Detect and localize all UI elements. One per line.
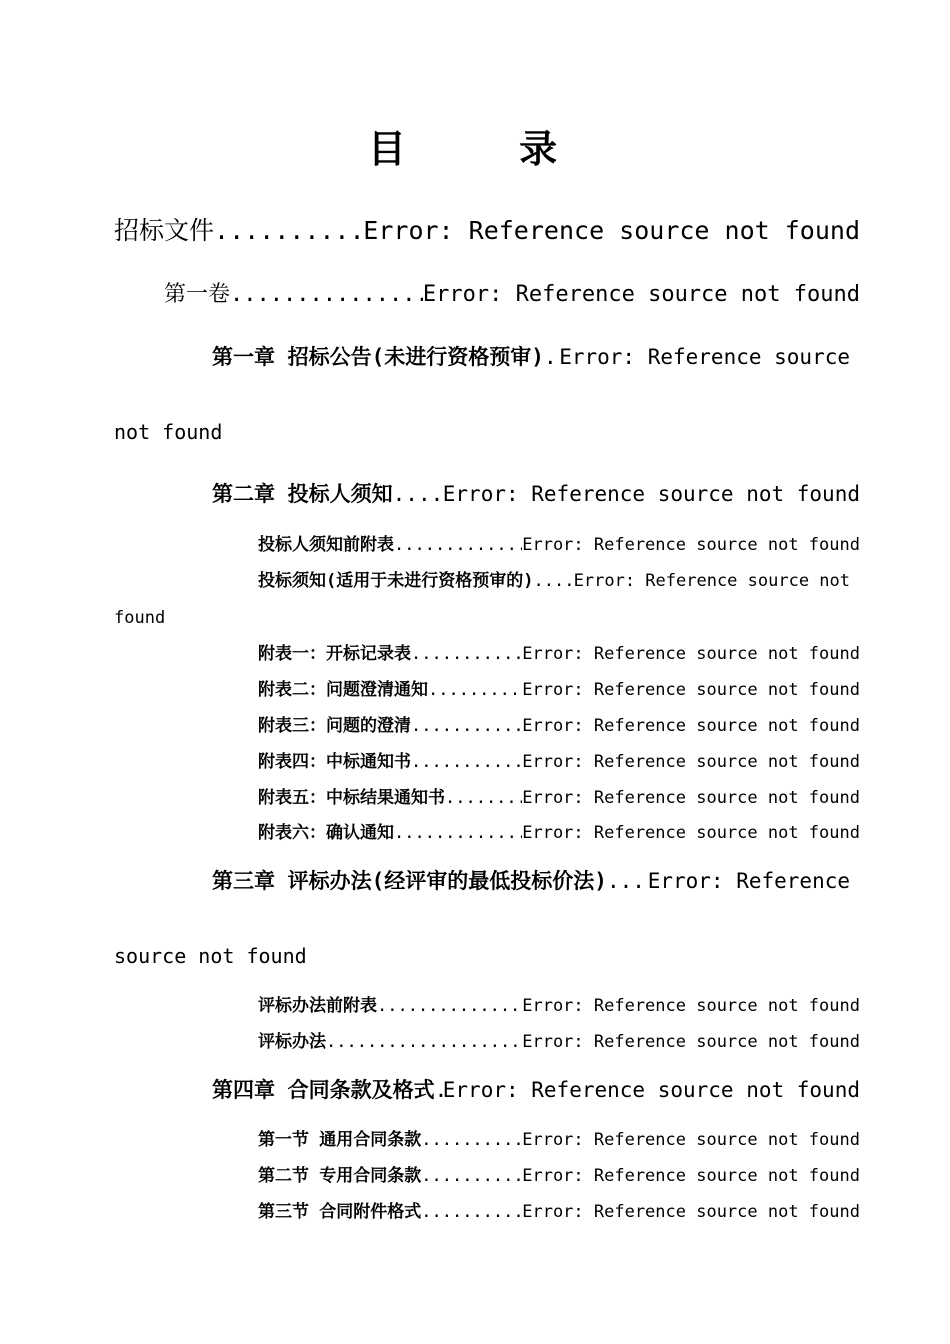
toc-entry-ref: Error: Reference source not found bbox=[363, 216, 860, 245]
toc-entry-ref: Error: Reference source not found bbox=[442, 1078, 860, 1102]
toc-entry-ref: Error: Reference source not found bbox=[522, 996, 860, 1016]
toc-leader-dots bbox=[394, 820, 522, 846]
toc-entry-ch3-continuation: source not found bbox=[114, 944, 307, 968]
toc-entry-ch2-s3[interactable] bbox=[0, 641, 860, 667]
toc-entry-label: 评标办法 bbox=[258, 1032, 326, 1052]
toc-entry-label: 附表四：中标通知书 bbox=[258, 752, 411, 772]
toc-entry-label: 附表三：问题的澄清 bbox=[258, 716, 411, 736]
toc-leader-dots bbox=[544, 342, 559, 372]
toc-leader-dots bbox=[533, 568, 573, 594]
toc-entry-ch2-s2[interactable] bbox=[0, 568, 850, 594]
toc-entry-ref: Error: Reference source not found bbox=[522, 788, 860, 808]
toc-entry-label: 第三章 评标办法(经评审的最低投标价法) bbox=[212, 869, 607, 893]
toc-leader-dots bbox=[393, 479, 443, 509]
toc-entry-label: 附表二：问题澄清通知 bbox=[258, 680, 428, 700]
toc-entry-vol1[interactable] bbox=[0, 279, 860, 311]
toc-leader-dots bbox=[421, 1127, 522, 1153]
toc-entry-ch2-s7[interactable] bbox=[0, 785, 860, 811]
toc-entry-ch4-s2[interactable] bbox=[0, 1163, 860, 1189]
toc-entry-ch1-continuation: not found bbox=[114, 420, 223, 444]
toc-entry-ref: Error: Reference source not found bbox=[442, 482, 860, 506]
toc-leader-dots bbox=[394, 532, 522, 558]
toc-leader-dots bbox=[607, 866, 648, 896]
toc-entry-label: 第一卷 bbox=[164, 282, 231, 307]
toc-leader-dots bbox=[428, 677, 522, 703]
toc-entry-label: 第一章 招标公告(未进行资格预审) bbox=[212, 345, 544, 369]
toc-entry-label: 第一节 通用合同条款 bbox=[258, 1130, 422, 1150]
toc-entry-ref: Error: Reference source not found bbox=[522, 1032, 860, 1052]
toc-entry-ch1[interactable] bbox=[0, 342, 850, 372]
toc-entry-ref: Error: Reference source not found bbox=[522, 752, 860, 772]
toc-leader-dots bbox=[214, 213, 363, 249]
toc-entry-ref: Error: Reference source not bbox=[573, 571, 850, 591]
toc-entry-label: 第二章 投标人须知 bbox=[212, 482, 393, 506]
toc-entry-ref: Error: Reference source not found bbox=[522, 1166, 860, 1186]
toc-entry-label: 第二节 专用合同条款 bbox=[258, 1166, 422, 1186]
toc-entry-ch2-s8[interactable] bbox=[0, 820, 860, 846]
toc-entry-ch2-s4[interactable] bbox=[0, 677, 860, 703]
toc-heading: 目 录 bbox=[367, 126, 608, 171]
toc-entry-ch4-s3[interactable] bbox=[0, 1199, 860, 1225]
toc-entry-ch2-s1[interactable] bbox=[0, 532, 860, 558]
toc-leader-dots bbox=[411, 641, 522, 667]
toc-entry-ch2-s6[interactable] bbox=[0, 749, 860, 775]
toc-entry-ref: Error: Reference source not found bbox=[522, 680, 860, 700]
toc-entry-label: 第三节 合同附件格式 bbox=[258, 1202, 422, 1222]
toc-leader-dots bbox=[435, 1075, 443, 1105]
toc-entry-label: 投标人须知前附表 bbox=[258, 535, 394, 555]
toc-entry-label: 附表五：中标结果通知书 bbox=[258, 788, 445, 808]
toc-entry-ch4-s1[interactable] bbox=[0, 1127, 860, 1153]
toc-entry-label: 附表一：开标记录表 bbox=[258, 644, 411, 664]
toc-entry-ch3-s2[interactable] bbox=[0, 1029, 860, 1055]
toc-entry-ref: Error: Reference source not found bbox=[522, 644, 860, 664]
toc-leader-dots bbox=[411, 713, 522, 739]
toc-entry-ref: Error: Reference source not found bbox=[522, 535, 860, 555]
toc-entry-label: 评标办法前附表 bbox=[258, 996, 377, 1016]
toc-entry-ref: Error: Reference bbox=[647, 869, 850, 893]
toc-entry-ch2[interactable] bbox=[0, 479, 860, 509]
toc-entry-ch3[interactable] bbox=[0, 866, 850, 896]
toc-leader-dots bbox=[445, 785, 522, 811]
toc-leader-dots bbox=[230, 279, 423, 311]
toc-entry-label: 投标须知(适用于未进行资格预审的) bbox=[258, 571, 534, 591]
toc-entry-zbwj[interactable] bbox=[0, 213, 860, 249]
toc-leader-dots bbox=[421, 1163, 522, 1189]
toc-entry-ch2-s5[interactable] bbox=[0, 713, 860, 739]
toc-leader-dots bbox=[421, 1199, 522, 1225]
toc-entry-ref: Error: Reference source not found bbox=[422, 282, 860, 307]
toc-entry-ref: Error: Reference source bbox=[559, 345, 850, 369]
toc-entry-label: 招标文件 bbox=[114, 216, 215, 245]
toc-entry-ref: Error: Reference source not found bbox=[522, 1202, 860, 1222]
toc-entry-label: 附表六：确认通知 bbox=[258, 823, 394, 843]
toc-entry-ch3-s1[interactable] bbox=[0, 993, 860, 1019]
toc-entry-ch4[interactable] bbox=[0, 1075, 860, 1105]
toc-entry-ch2-s2-continuation: found bbox=[114, 608, 166, 628]
toc-leader-dots bbox=[377, 993, 522, 1019]
toc-leader-dots bbox=[326, 1029, 522, 1055]
toc-leader-dots bbox=[411, 749, 522, 775]
toc-entry-ref: Error: Reference source not found bbox=[522, 823, 860, 843]
toc-entry-ref: Error: Reference source not found bbox=[522, 716, 860, 736]
toc-entry-label: 第四章 合同条款及格式 bbox=[212, 1078, 435, 1102]
toc-entry-ref: Error: Reference source not found bbox=[522, 1130, 860, 1150]
